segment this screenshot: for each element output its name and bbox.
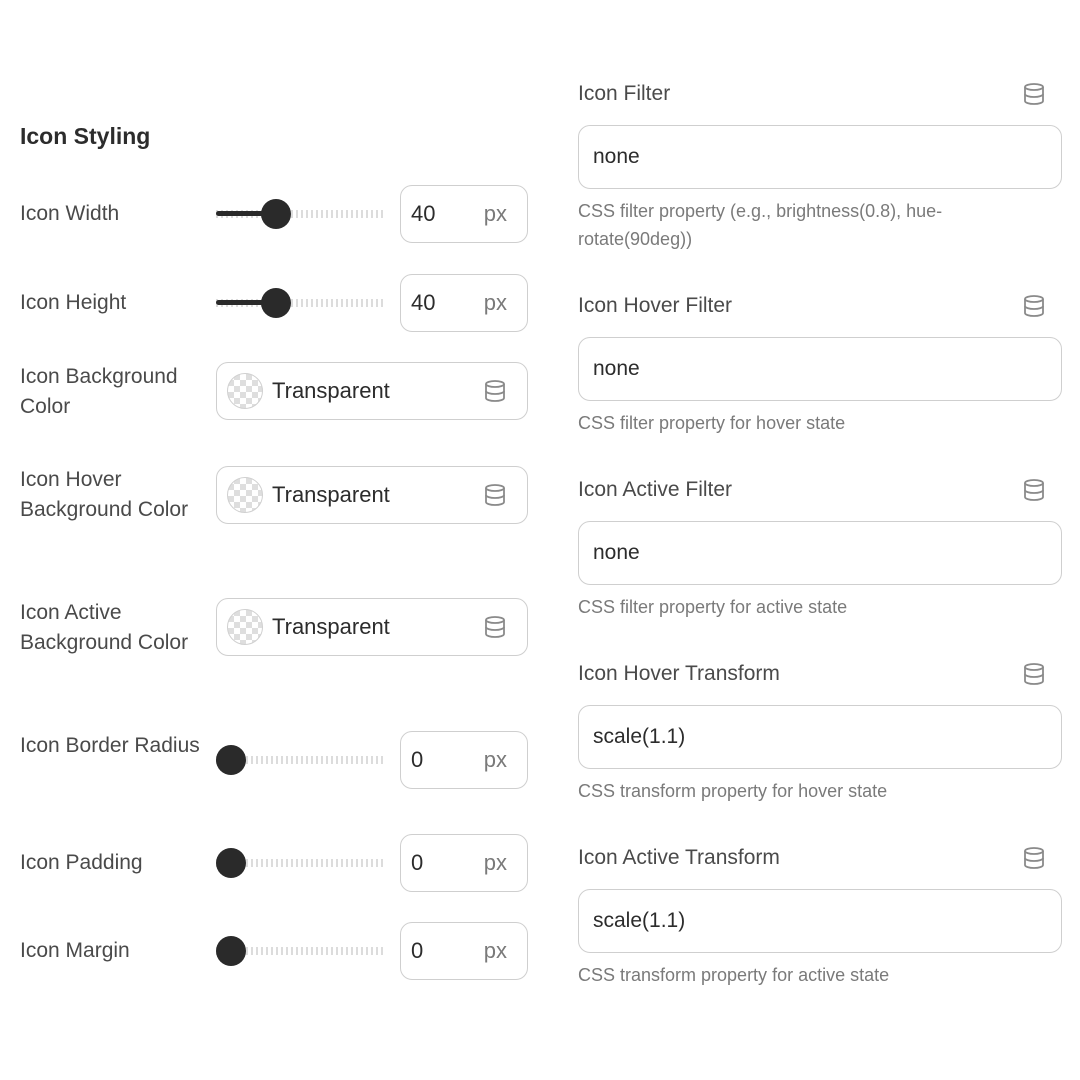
slider-thumb[interactable] [216, 745, 246, 775]
icon-filter-label: Icon Filter [578, 82, 671, 105]
icon-height-label: Icon Height [20, 291, 127, 314]
database-icon[interactable] [1022, 82, 1046, 106]
color-value: Transparent [272, 378, 390, 403]
icon-hover-filter-help: CSS filter property for hover state [578, 413, 846, 433]
icon-hover-transform-label: Icon Hover Transform [578, 662, 780, 685]
icon-height-input[interactable] [400, 274, 528, 332]
icon-width-input[interactable] [400, 185, 528, 243]
input-value: scale(1.1) [593, 909, 686, 932]
slider-thumb[interactable] [216, 936, 246, 966]
section-title: Icon Styling [20, 123, 151, 149]
icon-border-radius-label: Icon Border Radius [20, 734, 200, 757]
icon-active-filter-input[interactable] [578, 521, 1062, 585]
icon-active-filter-label: Icon Active Filter [578, 478, 733, 501]
slider-thumb[interactable] [261, 288, 291, 318]
icon-bg-color-picker[interactable] [216, 362, 528, 420]
input-value: none [593, 541, 640, 564]
icon-margin-label: Icon Margin [20, 939, 130, 962]
database-icon[interactable] [1022, 846, 1046, 870]
icon-filter-help: CSS filter property (e.g., brightness(0.8), hue-rotate(90deg)) [578, 201, 943, 249]
database-icon[interactable] [483, 483, 507, 507]
icon-border-radius-input[interactable] [400, 731, 528, 789]
input-value: 0 [411, 747, 424, 772]
input-value: 0 [411, 850, 424, 875]
icon-height-slider[interactable] [216, 288, 386, 318]
unit-label: px [483, 747, 507, 772]
input-value: 40 [411, 290, 436, 315]
icon-active-bg-color-picker[interactable] [216, 598, 528, 656]
color-value: Transparent [272, 614, 390, 639]
icon-bg-color-label: Icon Background Color [20, 365, 178, 418]
icon-padding-label: Icon Padding [20, 851, 143, 874]
icon-active-transform-input[interactable] [578, 889, 1062, 953]
input-value: 40 [411, 201, 436, 226]
icon-hover-transform-help: CSS transform property for hover state [578, 781, 888, 801]
unit-label: px [483, 850, 507, 875]
icon-hover-bg-color-label: Icon Hover Background Color [20, 468, 189, 521]
icon-hover-filter-label: Icon Hover Filter [578, 294, 733, 317]
icon-width-label: Icon Width [20, 202, 120, 225]
unit-label: px [483, 290, 507, 315]
input-value: 0 [411, 938, 424, 963]
icon-hover-bg-color-picker[interactable] [216, 466, 528, 524]
database-icon[interactable] [483, 379, 507, 403]
unit-label: px [483, 201, 507, 226]
color-swatch[interactable] [227, 373, 263, 409]
database-icon[interactable] [1022, 478, 1046, 502]
icon-active-transform-help: CSS transform property for active state [578, 965, 890, 985]
input-value: none [593, 145, 640, 168]
slider-thumb[interactable] [216, 848, 246, 878]
database-icon[interactable] [1022, 662, 1046, 686]
color-value: Transparent [272, 482, 390, 507]
icon-padding-slider[interactable] [216, 848, 386, 878]
icon-margin-slider[interactable] [216, 936, 386, 966]
icon-hover-filter-input[interactable] [578, 337, 1062, 401]
database-icon[interactable] [483, 615, 507, 639]
icon-width-slider[interactable] [216, 199, 386, 229]
icon-border-radius-slider[interactable] [216, 745, 386, 775]
input-value: scale(1.1) [593, 725, 686, 748]
icon-filter-input[interactable] [578, 125, 1062, 189]
slider-thumb[interactable] [261, 199, 291, 229]
unit-label: px [483, 938, 507, 963]
icon-padding-input[interactable] [400, 834, 528, 892]
input-value: none [593, 357, 640, 380]
icon-active-transform-label: Icon Active Transform [578, 846, 780, 869]
icon-hover-transform-input[interactable] [578, 705, 1062, 769]
color-swatch[interactable] [227, 477, 263, 513]
icon-active-filter-help: CSS filter property for active state [578, 597, 848, 617]
color-swatch[interactable] [227, 609, 263, 645]
icon-active-bg-color-label: Icon Active Background Color [20, 601, 189, 654]
database-icon[interactable] [1022, 294, 1046, 318]
icon-margin-input[interactable] [400, 922, 528, 980]
